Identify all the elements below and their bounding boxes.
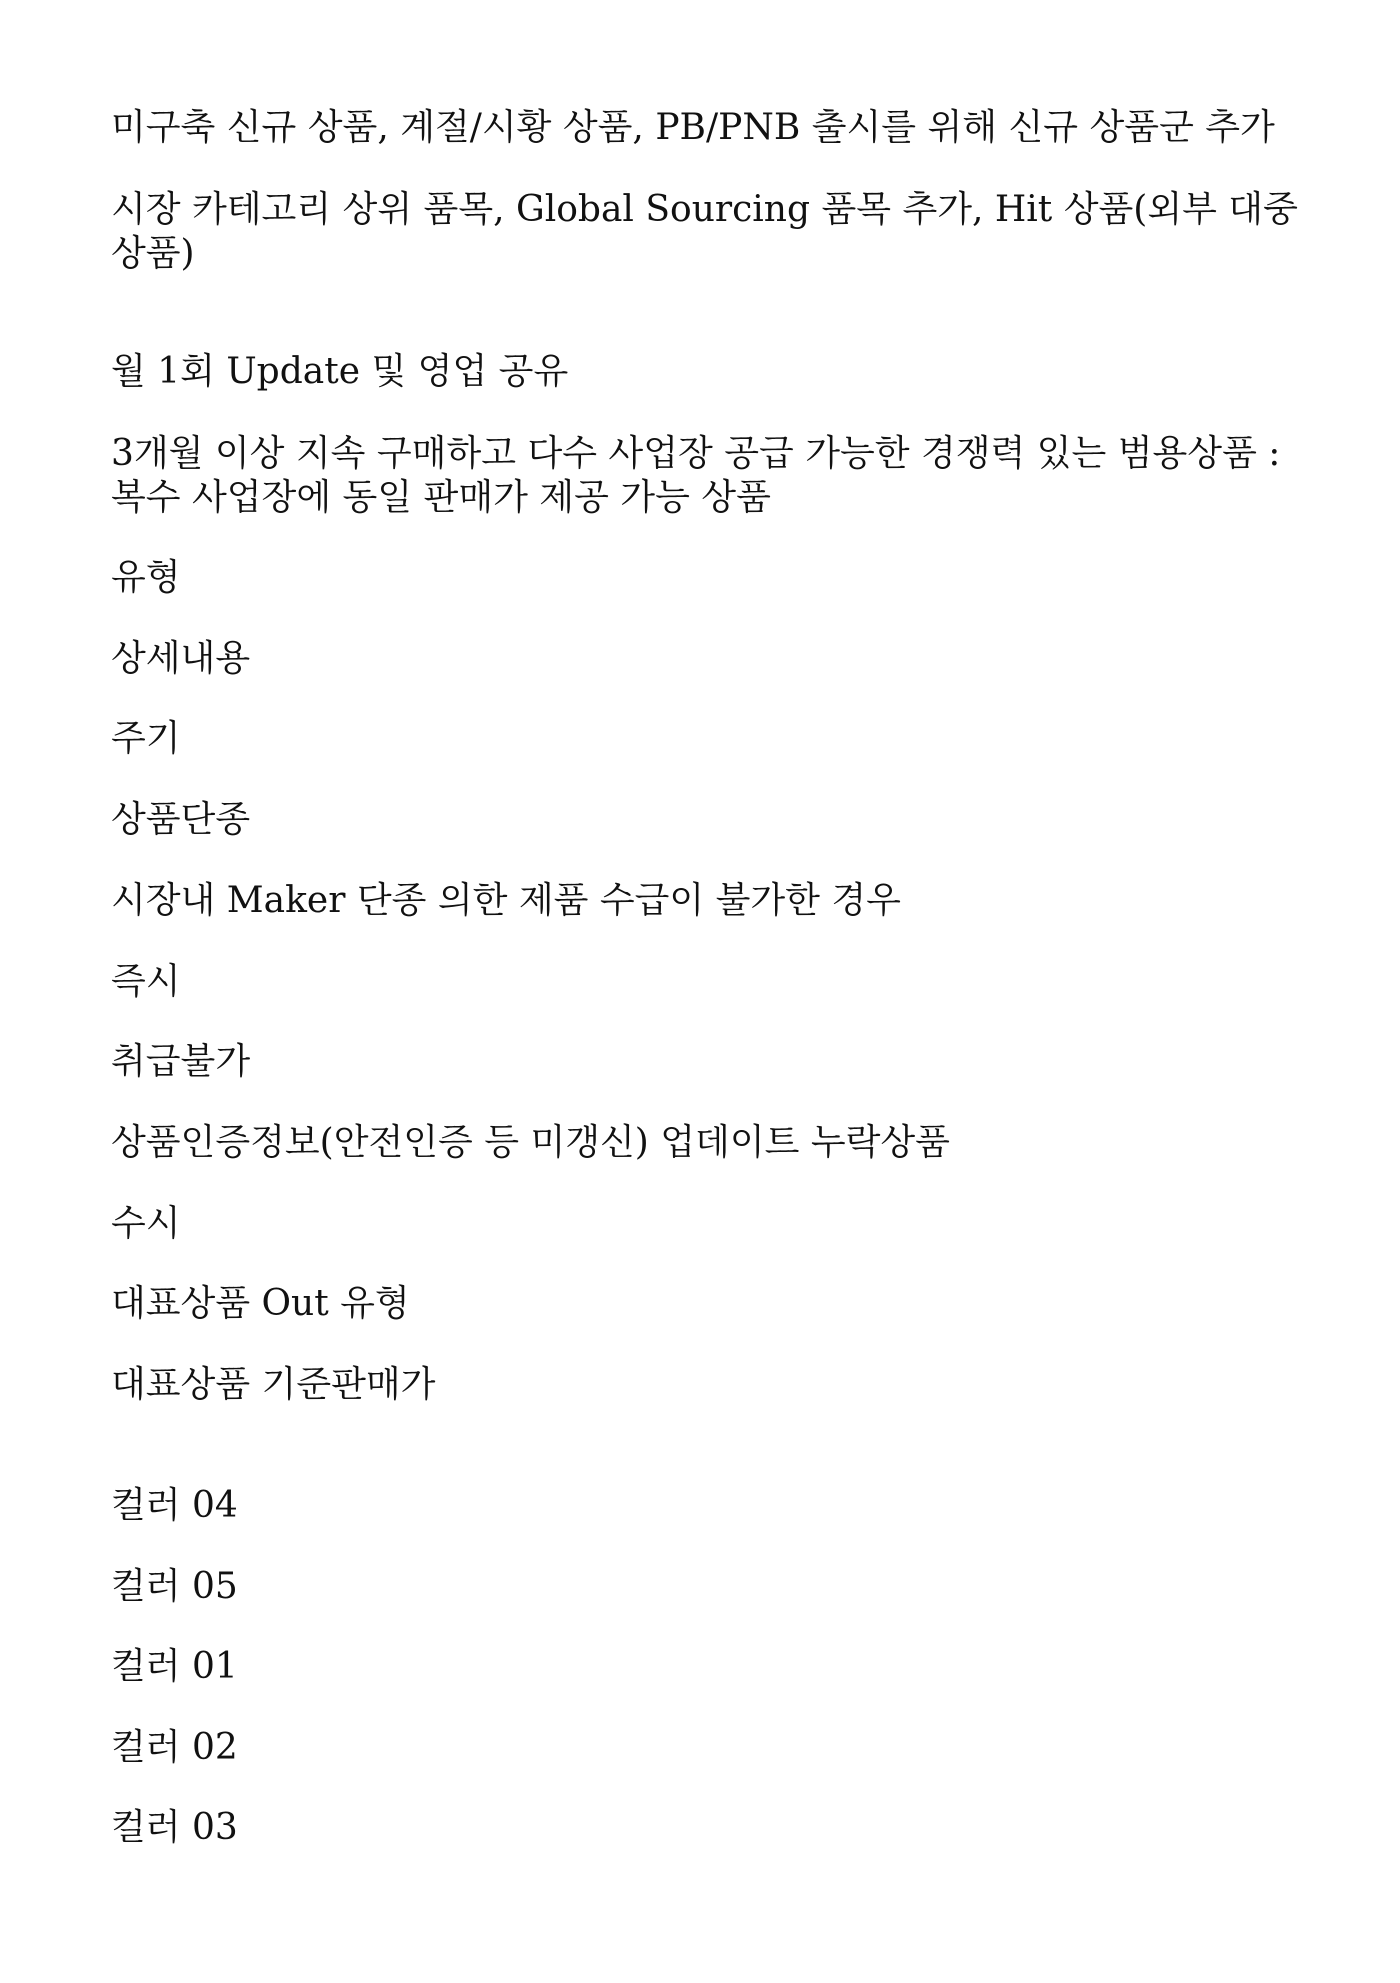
text-line-color-04: 컬러 04: [111, 1485, 238, 1526]
text-line-color-01: 컬러 01: [111, 1646, 238, 1687]
text-line-representative-price: 대표상품 기준판매가: [111, 1364, 436, 1405]
text-line-not-handled: 취급불가: [111, 1041, 251, 1082]
text-line-color-02: 컬러 02: [111, 1727, 238, 1768]
text-line-immediate: 즉시: [111, 961, 181, 1002]
text-line-color-05: 컬러 05: [111, 1566, 238, 1607]
text-line-representative-out: 대표상품 Out 유형: [111, 1283, 410, 1324]
text-line-maker-discontinued: 시장내 Maker 단종 의한 제품 수급이 불가한 경우: [111, 880, 901, 921]
text-line-cycle: 주기: [111, 718, 181, 759]
text-line-color-03: 컬러 03: [111, 1807, 238, 1848]
text-line-certification: 상품인증정보(안전인증 등 미갱신) 업데이트 누락상품: [111, 1122, 950, 1163]
text-line-new-products: 미구축 신규 상품, 계절/시황 상품, PB/PNB 출시를 위해 신규 상품군 추가: [111, 107, 1275, 148]
text-line-discontinued: 상품단종: [111, 799, 251, 840]
text-line-general-products: 3개월 이상 지속 구매하고 다수 사업장 공급 가능한 경쟁력 있는 범용상품 : 복수 사업장에 동일 판매가 제공 가능 상품: [111, 433, 1281, 518]
text-line-details: 상세내용: [111, 638, 251, 679]
text-line-market-category: 시장 카테고리 상위 품목, Global Sourcing 품목 추가, Hit 상품(외부 대중 상품): [111, 189, 1298, 274]
text-line-anytime: 수시: [111, 1203, 181, 1244]
text-line-monthly-update: 월 1회 Update 및 영업 공유: [111, 351, 569, 392]
text-line-type: 유형: [111, 557, 181, 598]
